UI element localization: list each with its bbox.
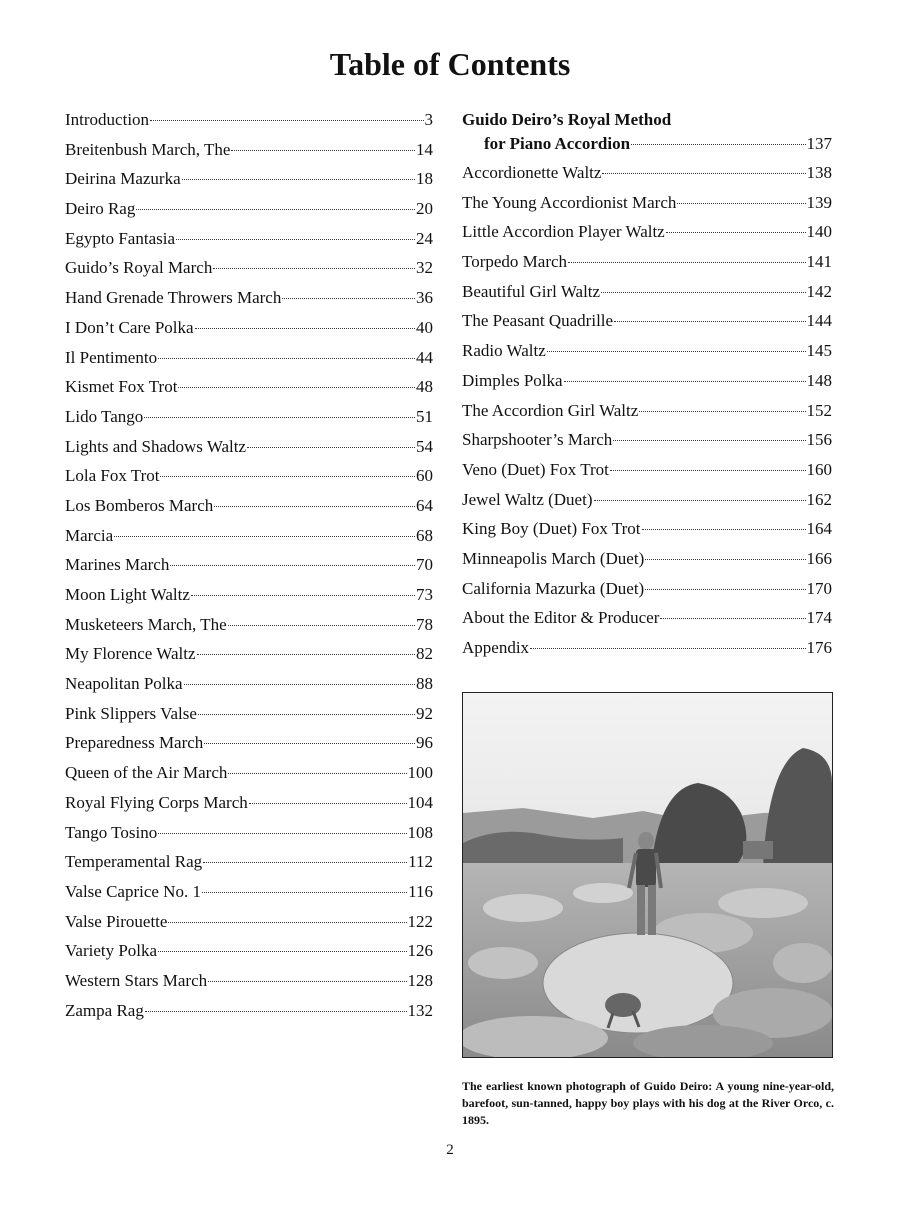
toc-entry[interactable] (65, 135, 433, 165)
toc-entry-page: 40 (416, 317, 433, 337)
toc-entry-page: 54 (416, 436, 433, 456)
toc-entry-title: Lido Tango (65, 406, 144, 426)
toc-entry-title: Royal Flying Corps March (65, 792, 248, 812)
toc-left-column (65, 105, 433, 1025)
toc-entry-title: Zampa Rag (65, 1000, 144, 1020)
dot-leader (602, 173, 805, 174)
toc-entry-page: 24 (416, 228, 433, 248)
dot-leader (145, 1011, 407, 1012)
toc-entry-title: Kismet Fox Trot (65, 377, 178, 397)
toc-entry-page: 112 (408, 852, 433, 872)
toc-entry-title: Marcia (65, 525, 114, 545)
toc-entry[interactable] (65, 313, 433, 343)
toc-entry-page: 128 (407, 970, 433, 990)
toc-entry-page: 92 (416, 703, 433, 723)
toc-entry-page: 3 (424, 110, 433, 129)
toc-entry-title: The Young Accordionist March (462, 192, 677, 212)
toc-entry-title: Los Bomberos March (65, 495, 214, 515)
toc-entry-title: California Mazurka (Duet) (462, 578, 645, 598)
toc-entry-title: Little Accordion Player Waltz (462, 222, 665, 242)
dot-leader (182, 179, 415, 180)
toc-right-column (462, 158, 832, 663)
toc-entry-page: 156 (806, 430, 832, 450)
toc-entry[interactable] (65, 639, 433, 669)
toc-entry-page: 152 (806, 400, 832, 420)
dot-leader (228, 625, 415, 626)
toc-entry-page: 144 (806, 311, 832, 331)
toc-entry[interactable] (65, 966, 433, 996)
toc-entry[interactable] (462, 574, 832, 604)
toc-entry-title: My Florence Waltz (65, 644, 196, 664)
dot-leader (228, 773, 406, 774)
toc-entry[interactable] (462, 188, 832, 218)
toc-entry-title: Sharpshooter’s March (462, 430, 613, 450)
toc-entry-page: 174 (806, 608, 832, 628)
toc-entry-title: Moon Light Waltz (65, 585, 190, 604)
dot-leader (631, 144, 805, 145)
dot-leader (639, 411, 805, 412)
toc-entry[interactable] (65, 343, 433, 373)
toc-entry[interactable] (462, 544, 832, 574)
toc-entry[interactable] (65, 164, 433, 194)
dot-leader (214, 506, 415, 507)
toc-entry-page: 44 (416, 347, 433, 367)
dot-leader (160, 476, 415, 477)
historical-photo (462, 692, 833, 1058)
toc-entry-page: 32 (416, 258, 433, 278)
toc-entry-page: 100 (407, 763, 433, 783)
toc-entry-page: 70 (416, 555, 433, 575)
dot-leader (594, 500, 806, 501)
toc-entry-page: 176 (806, 638, 832, 657)
toc-entry-page: 36 (416, 288, 433, 308)
photo-illustration (463, 693, 832, 1057)
toc-entry-title: Neapolitan Polka (65, 674, 183, 694)
toc-entry[interactable] (65, 283, 433, 313)
toc-entry-page: 48 (416, 377, 433, 397)
dot-leader (170, 565, 415, 566)
toc-entry[interactable] (65, 253, 433, 283)
toc-entry[interactable] (462, 514, 832, 544)
dot-leader (213, 268, 415, 269)
dot-leader (564, 381, 806, 382)
dot-leader (150, 120, 423, 121)
toc-entry-page: 162 (806, 489, 832, 509)
toc-entry-page: 116 (408, 881, 433, 901)
dot-leader (645, 589, 805, 590)
toc-entry-title: Veno (Duet) Fox Trot (462, 459, 609, 479)
toc-entry-title: Accordionette Waltz (462, 163, 602, 182)
toc-entry-title: Hand Grenade Throwers March (65, 288, 282, 308)
toc-entry[interactable] (65, 818, 433, 848)
toc-entry-title: I Don’t Care Polka (65, 317, 194, 337)
section-heading-line2-row (462, 132, 832, 156)
toc-entry-title: Torpedo March (462, 252, 568, 272)
toc-entry-title: Lights and Shadows Waltz (65, 436, 247, 456)
toc-entry-page: 170 (806, 578, 832, 598)
dot-leader (158, 833, 406, 834)
section-heading[interactable] (462, 108, 832, 156)
toc-entry[interactable] (65, 758, 433, 788)
dot-leader (568, 262, 805, 263)
toc-entry-title: Valse Caprice No. 1 (65, 881, 201, 901)
toc-entry-page: 60 (416, 466, 433, 486)
toc-entry-page: 148 (806, 370, 832, 390)
dot-leader (613, 440, 805, 441)
toc-entry-title: The Peasant Quadrille (462, 311, 614, 331)
toc-entry-title: Variety Polka (65, 941, 158, 961)
dot-leader (208, 981, 406, 982)
dot-leader (197, 654, 415, 655)
toc-entry[interactable] (65, 669, 433, 699)
toc-entry-page: 132 (407, 1000, 433, 1020)
toc-entry[interactable] (462, 396, 832, 426)
toc-entry[interactable] (462, 485, 832, 515)
dot-leader (202, 892, 407, 893)
toc-entry[interactable] (65, 728, 433, 758)
toc-entry[interactable] (65, 372, 433, 402)
toc-entry-page: 122 (407, 911, 433, 931)
dot-leader (184, 684, 415, 685)
dot-leader (547, 351, 806, 352)
toc-entry[interactable] (65, 550, 433, 580)
toc-entry-page: 64 (416, 495, 433, 515)
dot-leader (282, 298, 415, 299)
dot-leader (660, 618, 805, 619)
dot-leader (666, 232, 806, 233)
toc-entry-page: 164 (806, 519, 832, 539)
dot-leader (249, 803, 407, 804)
toc-entry-page: 82 (416, 644, 433, 664)
toc-entry[interactable] (65, 877, 433, 907)
toc-entry-page: 96 (416, 733, 433, 753)
toc-entry[interactable] (65, 432, 433, 462)
toc-entry-title: Musketeers March, The (65, 614, 227, 634)
toc-entry[interactable] (65, 996, 433, 1026)
toc-entry-title: Marines March (65, 555, 170, 575)
toc-entry-title: King Boy (Duet) Fox Trot (462, 519, 641, 539)
toc-entry-title: Appendix (462, 638, 530, 657)
toc-entry[interactable] (65, 461, 433, 491)
toc-entry-page: 142 (806, 281, 832, 301)
dot-leader (198, 714, 415, 715)
toc-entry-title: Beautiful Girl Waltz (462, 281, 601, 301)
toc-entry[interactable] (65, 105, 433, 135)
toc-entry-title: Preparedness March (65, 733, 204, 753)
toc-entry[interactable] (65, 788, 433, 818)
toc-entry-title: The Accordion Girl Waltz (462, 400, 639, 420)
toc-entry-title: Valse Pirouette (65, 911, 168, 931)
toc-entry[interactable] (65, 610, 433, 640)
toc-entry-page: 138 (806, 163, 832, 182)
toc-entry-page: 166 (806, 548, 832, 568)
toc-entry-title: Lola Fox Trot (65, 466, 160, 486)
toc-entry-page: 20 (416, 199, 433, 219)
toc-entry-page: 126 (407, 941, 433, 961)
toc-entry[interactable] (65, 907, 433, 937)
toc-entry-page: 141 (806, 252, 832, 272)
toc-entry[interactable] (462, 277, 832, 307)
toc-entry-title: Minneapolis March (Duet) (462, 548, 645, 568)
toc-entry-page: 88 (416, 674, 433, 694)
toc-entry[interactable] (65, 936, 433, 966)
toc-entry[interactable] (462, 455, 832, 485)
dot-leader (204, 743, 415, 744)
toc-entry-title: Tango Tosino (65, 822, 158, 842)
dot-leader (642, 529, 806, 530)
toc-entry-title: Queen of the Air March (65, 763, 228, 783)
toc-entry-title: Pink Slippers Valse (65, 703, 197, 723)
toc-entry-page: 140 (806, 222, 832, 242)
photo-caption: The earliest known photograph of Guido Deiro: A young nine-year-old, barefoot, sun-tanned, happy boy plays with his dog at the River Orco, c. 1895. (462, 1079, 834, 1127)
dot-leader (178, 387, 415, 388)
toc-entry[interactable] (65, 847, 433, 877)
toc-entry[interactable] (462, 247, 832, 277)
section-heading-page: 137 (806, 134, 832, 153)
toc-entry[interactable] (462, 603, 832, 633)
toc-entry-page: 108 (407, 822, 433, 842)
dot-leader (614, 321, 805, 322)
toc-entry[interactable] (462, 425, 832, 455)
dot-leader (191, 595, 415, 596)
toc-entry-title: Jewel Waltz (Duet) (462, 489, 593, 509)
toc-entry-title: Temperamental Rag (65, 852, 203, 872)
toc-entry-title: Dimples Polka (462, 370, 563, 390)
toc-entry[interactable] (462, 336, 832, 366)
toc-entry-page: 51 (416, 406, 433, 426)
dot-leader (645, 559, 805, 560)
toc-entry-page: 68 (416, 525, 433, 545)
toc-entry-title: Introduction (65, 110, 150, 129)
toc-entry[interactable] (462, 217, 832, 247)
dot-leader (610, 470, 806, 471)
dot-leader (144, 417, 415, 418)
dot-leader (247, 447, 415, 448)
toc-entry-title: Guido’s Royal March (65, 258, 213, 278)
toc-entry-page: 14 (416, 139, 433, 159)
dot-leader (203, 862, 407, 863)
toc-entry-title: Radio Waltz (462, 341, 546, 361)
toc-entry[interactable] (65, 194, 433, 224)
dot-leader (158, 951, 406, 952)
toc-entry[interactable] (462, 633, 832, 663)
toc-entry-title: Egypto Fantasia (65, 228, 176, 248)
toc-entry[interactable] (462, 158, 832, 188)
dot-leader (114, 536, 415, 537)
toc-entry[interactable] (65, 580, 433, 610)
toc-entry[interactable] (462, 366, 832, 396)
dot-leader (530, 648, 805, 649)
toc-entry[interactable] (65, 402, 433, 432)
dot-leader (677, 203, 805, 204)
toc-entry-title: Deiro Rag (65, 199, 136, 219)
section-heading-line1: Guido Deiro’s Royal Method (462, 110, 672, 129)
toc-entry-page: 145 (806, 341, 832, 361)
toc-entry[interactable] (462, 306, 832, 336)
dot-leader (136, 209, 415, 210)
page-number: 2 (446, 1142, 454, 1158)
dot-leader (231, 150, 415, 151)
toc-entry[interactable] (65, 521, 433, 551)
dot-leader (601, 292, 805, 293)
toc-entry[interactable] (65, 699, 433, 729)
dot-leader (158, 358, 415, 359)
toc-entry[interactable] (65, 491, 433, 521)
dot-leader (176, 239, 415, 240)
section-heading-line2: for Piano Accordion (484, 134, 631, 153)
toc-entry-title: Breitenbush March, The (65, 139, 231, 159)
toc-entry-title: Deirina Mazurka (65, 169, 181, 189)
page-title: Table of Contents (329, 46, 571, 82)
toc-entry[interactable] (65, 224, 433, 254)
toc-entry-page: 78 (416, 614, 433, 634)
toc-entry-page: 139 (806, 192, 832, 212)
toc-entry-page: 104 (407, 792, 433, 812)
toc-entry-page: 18 (416, 169, 433, 189)
toc-entry-title: Il Pentimento (65, 347, 158, 367)
toc-entry-title: About the Editor & Producer (462, 608, 660, 628)
toc-entry-title: Western Stars March (65, 970, 208, 990)
toc-entry-page: 160 (806, 459, 832, 479)
dot-leader (168, 922, 406, 923)
dot-leader (195, 328, 415, 329)
toc-entry-page: 73 (416, 585, 433, 604)
